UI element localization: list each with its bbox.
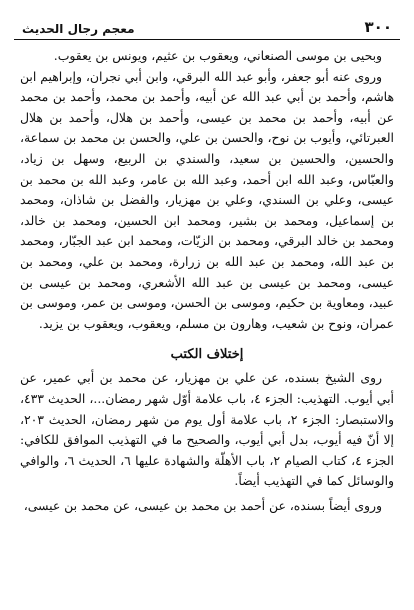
book-title: معجم رجال الحديث [22,22,135,36]
section-title: إختلاف الكتب [170,347,244,363]
page-header [14,10,400,40]
page-body [14,40,400,516]
paragraph-2: وروى عنه أبو جعفر، وأبو عبد الله البرقي، وابن أبي نجران، وإبراهيم ابن هاشم، وأحمد بن أبي عبد الله عن أبيه، وأحمد بن محمد، وأحمد بن محمد عن أبيه، وأحمد بن محمد بن عيسى، وأحمد بن هلال، وأحمد بن هلال العبرتائي، وأيوب بن نوح، والحسن بن علي، والحسن بن محمد بن سماعة، والحسين، والحسين بن سعيد، والسندي بن الربيع، وسهل بن زياد، والعبّاس، وعبد الله ابن أحمد، وعبد الله بن عامر، وعبد الله بن محمد بن عيسى، وعلي بن السندي، وعلي بن مهزيار، والفضل بن شاذان، ومحمد بن إسماعيل، ومحمد بن بشير، ومحمد ابن الحسين، ومحمد بن خالد، ومحمد بن خالد البرقي، ومحمد بن الزيّات، ومحمد ابن عبد الجبّار، ومحمد بن عبد الله، ومحمد بن عبد الله بن زرارة، ومحمد بن علي، ومحمد بن عيسى، ومحمد بن عيسى بن عبد الله الأشعري، ومحمد بن عيسى بن عبيد، ومعاوية بن حكيم، وموسى بن الحسن، وموسى بن عمر، وموسى بن عمران، ونوح بن شعيب، وهارون بن مسلم، ويعقوب، ويعقوب بن يزيد. [20,68,394,331]
paragraph-1: وبحيى بن موسى الصنعاني، ويعقوب بن عثيم، ويونس بن يعقوب. [53,48,382,63]
paragraph-4: وروى أيضاً بسنده، عن أحمد بن محمد بن عيسى، عن محمد بن عيسى، [23,497,382,513]
page-number: ٣٠٠ [364,18,392,36]
paragraph-3: روى الشيخ بسنده، عن علي بن مهزيار، عن محمد بن أبي عمير، عن أبي أيوب. التهذيب: الجزء ٤، باب علامة أوّل شهر رمضان...، الحديث ٤٣٣، والاستبصار: الجزء ٢، باب علامة أول يوم من شهر رمضان، الحديث ٢٠٣، إلا أنّ فيه أيوب، بدل أبي أيوب، والصحيح ما في التهذيب الموافق للكافي: الجزء ٤، كتاب الصيام ٢، باب الأهلّة والشهادة عليها ٦، الحديث ٦، والوافي والوسائل كما في التهذيب أيضاً. [20,370,394,489]
